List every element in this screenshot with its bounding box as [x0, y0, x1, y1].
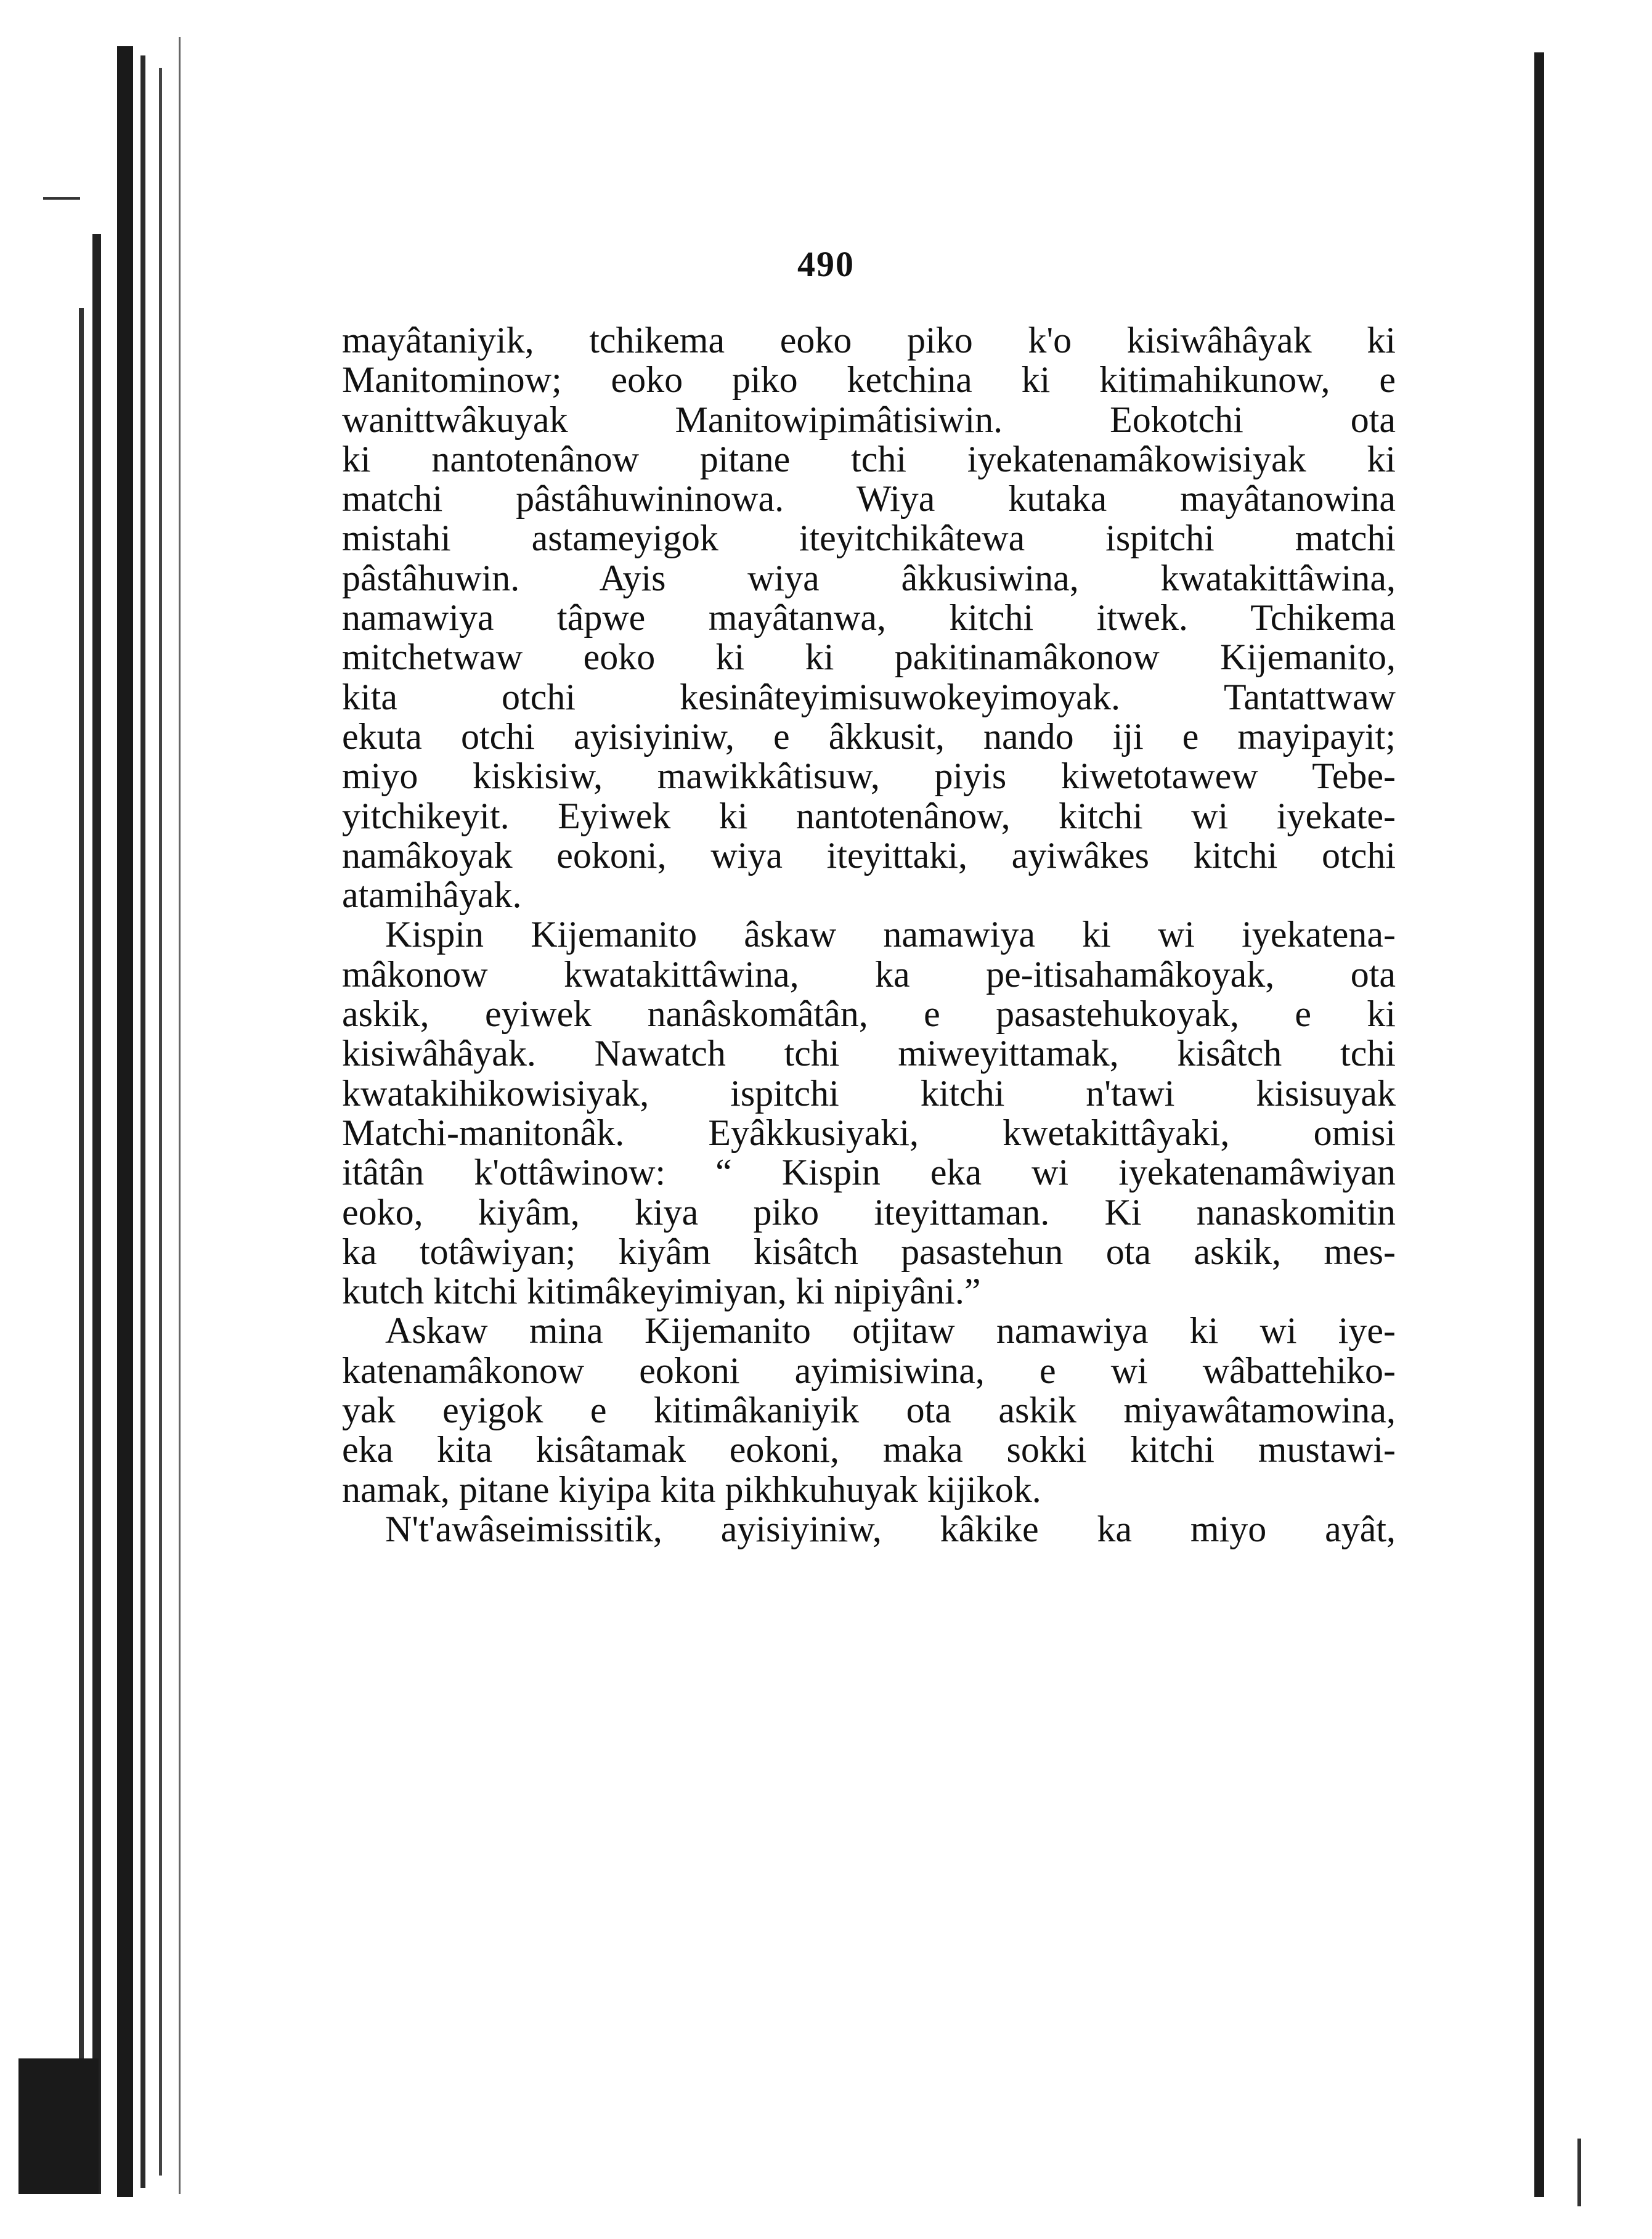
paragraph-2	[342, 915, 1396, 1311]
text-line: mâkonow kwatakittâwina, ka pe-itisahamâkoyak, ota	[342, 953, 1396, 995]
text-line: namawiya tâpwe mayâtanwa, kitchi itwek. Tchikema	[342, 597, 1396, 638]
text-line: pâstâhuwin. Ayis wiya âkkusiwina, kwatakittâwina,	[342, 557, 1396, 598]
text-line: Matchi-manitonâk. Eyâkkusiyaki, kwetakittâyaki, omisi	[342, 1112, 1396, 1153]
text-line: matchi pâstâhuwininowa. Wiya kutaka mayâtanowina	[342, 478, 1396, 520]
text-line: atamihâyak.	[342, 875, 522, 916]
text-line: kita otchi kesinâteyimisuwokeyimoyak. Tantattwaw	[342, 676, 1396, 717]
scan-edge-right	[1534, 52, 1544, 2197]
text-line: Manitominow; eoko piko ketchina ki kitimahikunow, e	[342, 359, 1396, 401]
scan-edge-right-tick	[1577, 2139, 1581, 2206]
text-line: Kispin Kijemanito âskaw namawiya ki wi iyekatena-	[385, 914, 1396, 955]
text-line: askik, eyiwek nanâskomâtân, e pasastehukoyak, e ki	[342, 993, 1396, 1035]
text-line: ka totâwiyan; kiyâm kisâtch pasastehun ota askik, mes-	[342, 1231, 1396, 1272]
text-line: kisiwâhâyak. Nawatch tchi miweyittamak, kisâtch tchi	[342, 1033, 1396, 1074]
body-text	[342, 320, 1396, 1549]
text-line: kwatakihikowisiyak, ispitchi kitchi n'tawi kisisuyak	[342, 1072, 1396, 1114]
text-line: ekuta otchi ayisiyiniw, e âkkusit, nando iji e mayipayit;	[342, 716, 1396, 757]
text-line: mistahi astameyigok iteyitchikâtewa ispitchi matchi	[342, 518, 1396, 559]
paragraph-3	[342, 1311, 1396, 1509]
text-line: itâtân k'ottâwinow: “ Kispin eka wi iyekatenamâwiyan	[342, 1152, 1396, 1193]
text-line: mayâtaniyik, tchikema eoko piko k'o kisiwâhâyak ki	[342, 320, 1396, 361]
paragraph-4	[342, 1509, 1396, 1549]
text-line: namâkoyak eokoni, wiya iteyittaki, ayiwâkes kitchi otchi	[342, 834, 1396, 876]
text-line: ki nantotenânow pitane tchi iyekatenamâkowisiyak ki	[342, 438, 1396, 479]
text-line: kutch kitchi kitimâkeyimiyan, ki nipiyâni.”	[342, 1271, 981, 1312]
text-line: wanittwâkuyak Manitowipimâtisiwin. Eokotchi ota	[342, 399, 1396, 440]
scan-edge-left	[0, 0, 203, 2239]
text-line: miyo kiskisiw, mawikkâtisuw, piyis kiwetotawew Tebe-	[342, 756, 1396, 797]
page-number: 490	[797, 244, 855, 284]
text-line: yak eyigok e kitimâkaniyik ota askik miyawâtamowina,	[342, 1390, 1396, 1431]
text-line: eoko, kiyâm, kiya piko iteyittaman. Ki nanaskomitin	[342, 1191, 1396, 1233]
paragraph-1	[342, 320, 1396, 915]
text-line: yitchikeyit. Eyiwek ki nantotenânow, kitchi wi iyekate-	[342, 795, 1396, 836]
text-line: namak, pitane kiyipa kita pikhkuhuyak kijikok.	[342, 1469, 1041, 1510]
text-line: Askaw mina Kijemanito otjitaw namawiya ki wi iye-	[385, 1310, 1396, 1352]
text-line: katenamâkonow eokoni ayimisiwina, e wi wâbattehiko-	[342, 1350, 1396, 1391]
text-line: N't'awâseimissitik, ayisiyiniw, kâkike ka miyo ayât,	[385, 1508, 1396, 1549]
text-line: mitchetwaw eoko ki ki pakitinamâkonow Kijemanito,	[342, 637, 1396, 678]
text-line: eka kita kisâtamak eokoni, maka sokki kitchi mustawi-	[342, 1429, 1396, 1470]
